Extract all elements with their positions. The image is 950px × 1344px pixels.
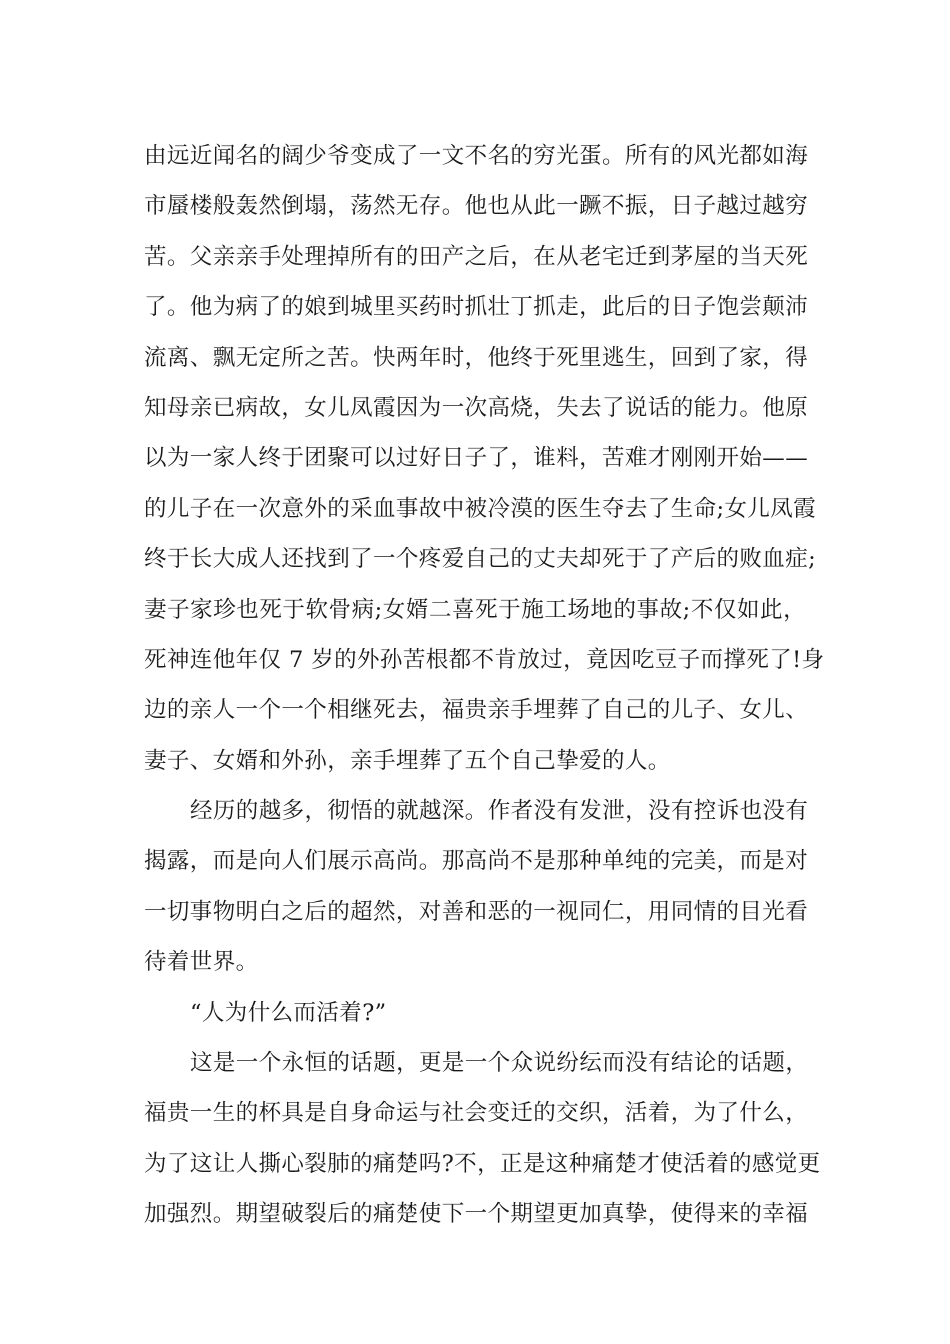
text-line: 这是一个永恒的话题，更是一个众说纷纭而没有结论的话题， (190, 1050, 809, 1077)
text-line: 为了这让人撕心裂肺的痛楚吗?不，正是这种痛楚才使活着的感觉更 (144, 1150, 821, 1177)
body-text (144, 131, 825, 1240)
text-line: 揭露，而是向人们展示高尚。那高尚不是那种单纯的完美，而是对 (144, 848, 809, 875)
text-line: 市蜃楼般轰然倒塌，荡然无存。他也从此一蹶不振，日子越过越穷 (144, 193, 809, 220)
text-line: 一切事物明白之后的超然，对善和恶的一视同仁，用同情的目光看 (144, 898, 809, 925)
text-line: 死神连他年仅 7 岁的外孙苦根都不肯放过，竟因吃豆子而撑死了!身 (144, 646, 825, 673)
text-line: 边的亲人一个一个相继死去，福贵亲手埋葬了自己的儿子、女儿、 (144, 697, 809, 724)
text-line: 苦。父亲亲手处理掉所有的田产之后，在从老宅迁到茅屋的当天死 (144, 243, 809, 270)
text-line: 加强烈。期望破裂后的痛楚使下一个期望更加真挚，使得来的幸福 (144, 1201, 809, 1228)
text-line: 了。他为病了的娘到城里买药时抓壮丁抓走，此后的日子饱尝颠沛 (144, 294, 809, 321)
paragraph (144, 988, 806, 1038)
text-line: “人为什么而活着?” (190, 999, 387, 1026)
text-line: 福贵一生的杯具是自身命运与社会变迁的交织，活着，为了什么， (144, 1100, 809, 1127)
text-line: 的儿子在一次意外的采血事故中被冷漠的医生夺去了生命;女儿凤霞 (144, 495, 817, 522)
text-line: 妻子家珍也死于软骨病;女婿二喜死于施工场地的事故;不仅如此， (144, 596, 806, 623)
text-line: 由远近闻名的阔少爷变成了一文不名的穷光蛋。所有的风光都如海 (144, 143, 809, 169)
text-line: 知母亲已病故，女儿凤霞因为一次高烧，失去了说话的能力。他原 (144, 394, 809, 421)
text-line: 以为一家人终于团聚可以过好日子了，谁料，苦难才刚刚开始—— (144, 445, 809, 472)
paragraph (144, 786, 809, 988)
text-line: 流离、飘无定所之苦。快两年时，他终于死里逃生，回到了家，得 (144, 344, 809, 371)
text-line: 待着世界。 (144, 949, 259, 976)
paragraph (144, 131, 825, 786)
paragraph (144, 1038, 821, 1240)
text-line: 终于长大成人还找到了一个疼爱自己的丈夫却死于了产后的败血症; (144, 546, 817, 573)
text-line: 妻子、女婿和外孙，亲手埋葬了五个自己挚爱的人。 (144, 747, 671, 774)
text-line: 经历的越多，彻悟的就越深。作者没有发泄，没有控诉也没有 (190, 798, 809, 825)
